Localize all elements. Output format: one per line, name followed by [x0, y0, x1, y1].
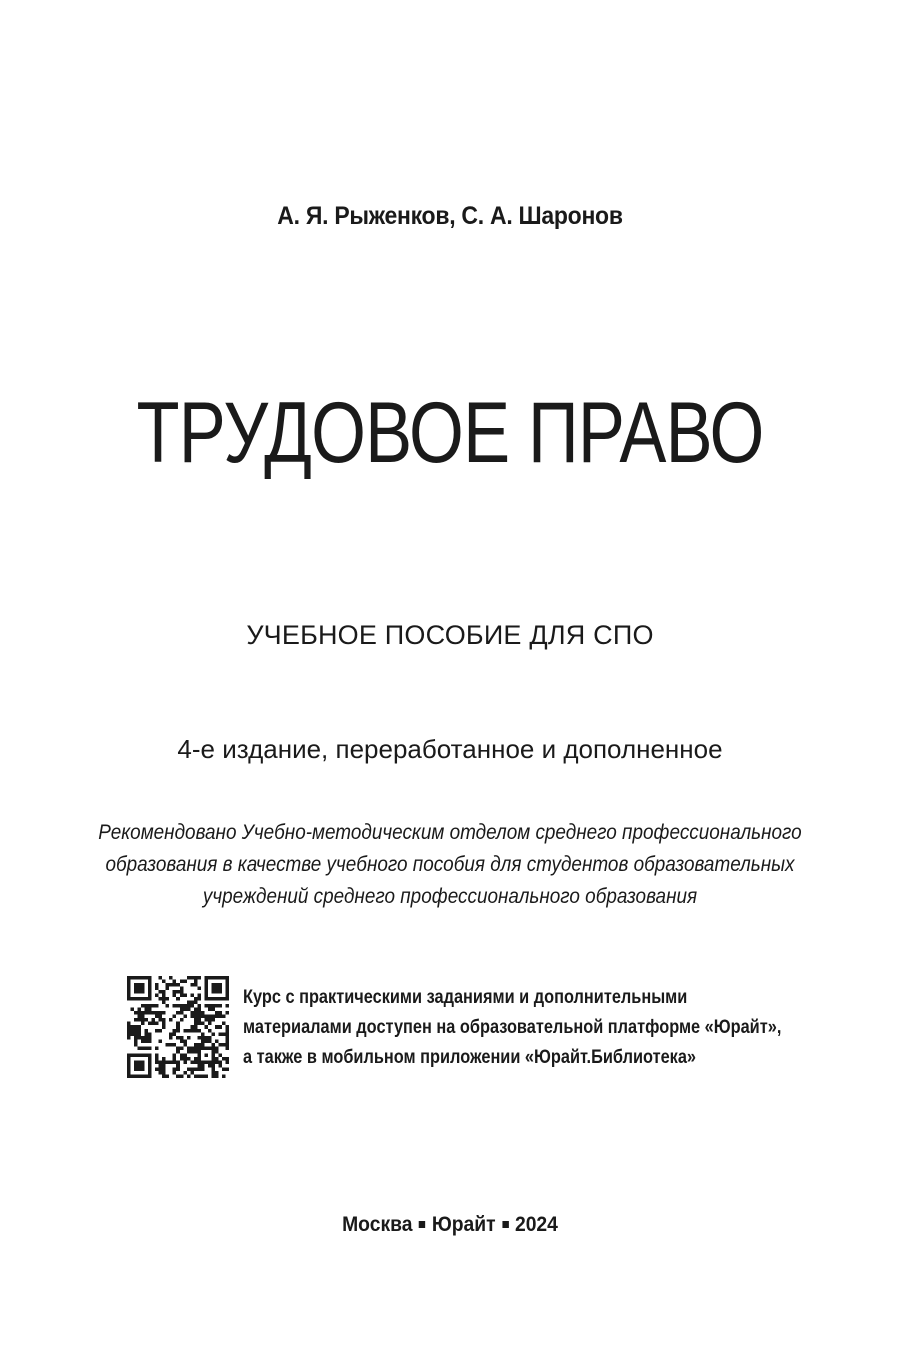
book-title: ТРУДОВОЕ ПРАВО [136, 385, 764, 481]
course-info-text [243, 983, 781, 1073]
imprint-city: Москва [342, 1213, 413, 1236]
recommendation-text [54, 816, 846, 912]
separator-square [419, 1221, 425, 1228]
separator-square [502, 1221, 508, 1228]
course-info-line: а также в мобильном приложении «Юрайт.Библиотека» [243, 1047, 697, 1068]
recommendation-line: учреждений среднего профессионального образования [202, 884, 698, 908]
book-subtitle: УЧЕБНОЕ ПОСОБИЕ ДЛЯ СПО [246, 620, 654, 650]
qr-code-icon[interactable] [127, 976, 229, 1078]
recommendation-line: образования в качестве учебного пособия для студентов образовательных [105, 852, 795, 876]
edition-statement: 4-е издание, переработанное и дополненное [177, 734, 723, 764]
authors: А. Я. Рыженков, С. А. Шаронов [277, 202, 623, 230]
course-info-block [127, 976, 827, 1086]
imprint-publisher: Юрайт [431, 1213, 496, 1236]
imprint [36, 1213, 864, 1237]
recommendation-line: Рекомендовано Учебно-методическим отделом среднего профессионального [98, 820, 802, 844]
course-info-line: Курс с практическими заданиями и дополнительными [243, 987, 688, 1008]
imprint-year: 2024 [514, 1213, 558, 1236]
course-info-line: материалами доступен на образовательной платформе «Юрайт», [243, 1017, 782, 1038]
